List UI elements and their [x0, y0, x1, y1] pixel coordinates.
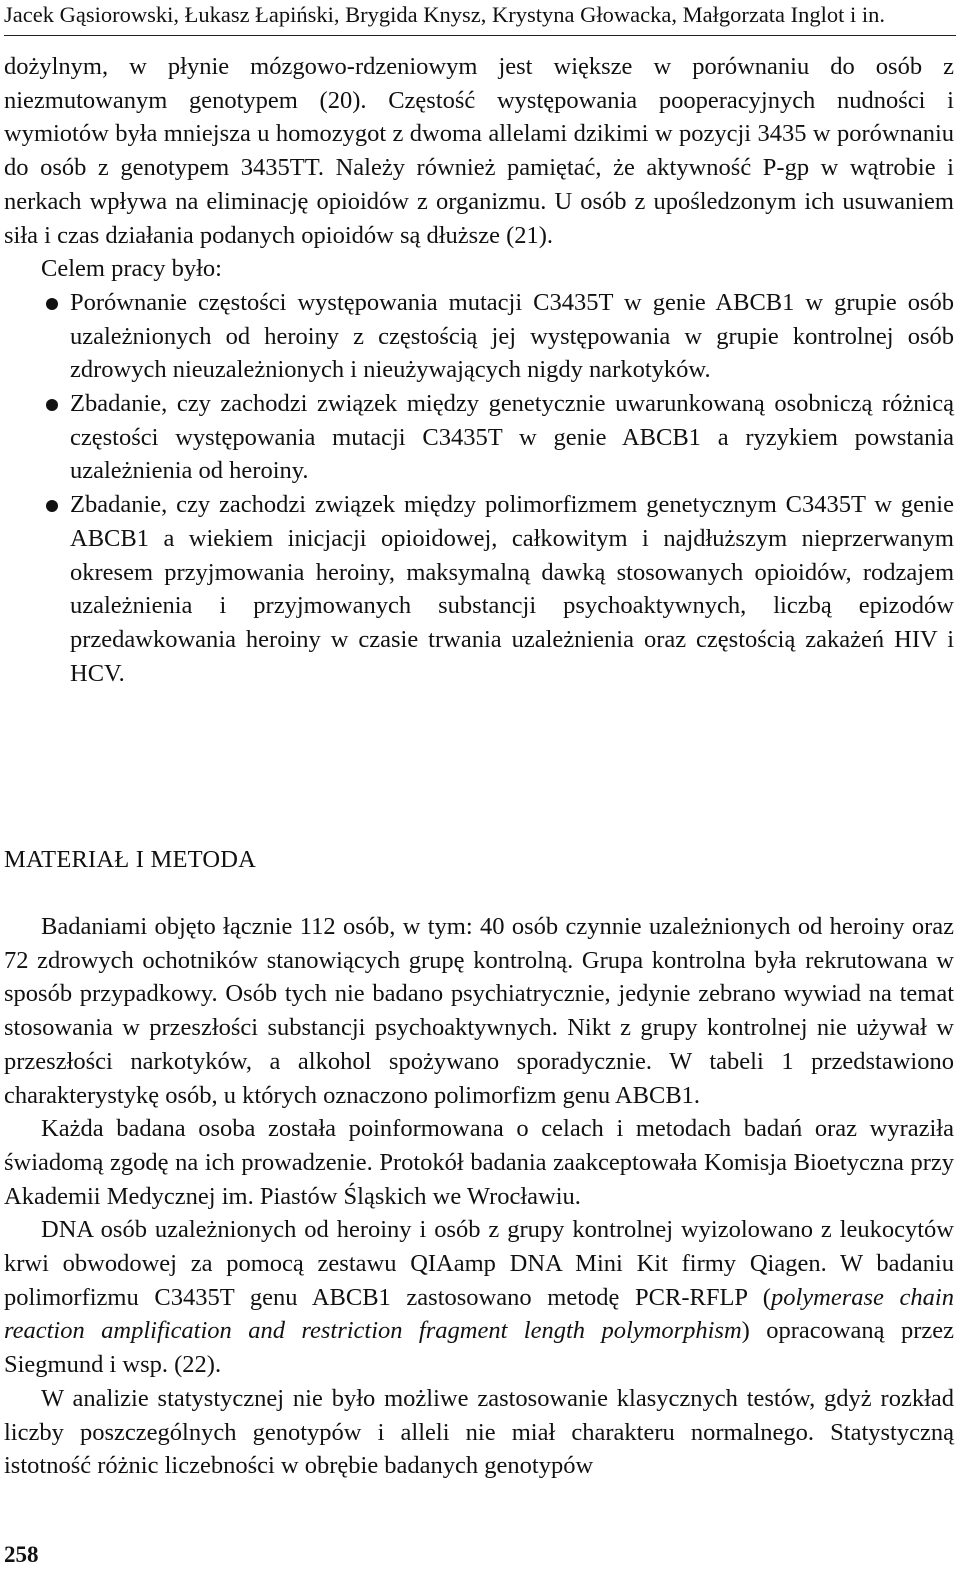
intro-section — [4, 50, 954, 690]
page-number: 258 — [4, 1542, 39, 1567]
header-rule — [4, 35, 956, 36]
bullet-dot-icon — [46, 399, 58, 411]
methods-paragraph-3 — [4, 1213, 954, 1382]
aim-item-2 — [4, 387, 954, 488]
methods-paragraph-1: Badaniami objęto łącznie 112 osób, w tym: 40 osób czynnie uzależnionych od heroiny oraz 72 zdrowych ochotników stanowiących grupę kontrolną. Grupa kontrolna była rekrutowana w sposób przypadkowy. Osób tych nie badano psychiatrycznie, jedynie zebrano wywiad na temat stosowania w przeszłości substancji psychoaktywnych. Nikt z grupy kontrolnej nie używał w przeszłości narkotyków, a alkohol spożywano sporadycznie. W tabeli 1 przedstawiono charakterystykę osób, u których oznaczono polimorfizm genu ABCB1. — [4, 913, 954, 1109]
methods-p3-end: ) opracowaną przez Siegmund i wsp. (22). — [4, 1317, 954, 1379]
methods-p3-start: DNA osób uzależnionych od heroiny i osób z grupy kontrolnej wyizolowano z leukocytów krwi obwodowej za pomocą zestawu QIAamp DNA Mini Kit firmy Qiagen. W badaniu polimorfizmu C3435T genu ABCB1 zastosowano metodę PCR-RFLP ( — [4, 1216, 954, 1311]
section-title: MATERIAŁ I METODA — [4, 846, 257, 873]
aim-item-1 — [4, 286, 954, 387]
aim-text-2: Zbadanie, czy zachodzi związek między genetycznie uwarunkowaną osobniczą różnicą częstości występowania mutacji C3435T w genie ABCB1 a ryzykiem powstania uzależnienia od heroiny. — [70, 390, 954, 485]
bullet-dot-icon — [46, 500, 58, 512]
running-header-authors: Jacek Gąsiorowski, Łukasz Łapiński, Brygida Knysz, Krystyna Głowacka, Małgorzata Inglot i in. — [4, 2, 886, 27]
bullet-dot-icon — [46, 298, 58, 310]
methods-p3-italic-term: polymerase chain reaction amplification and restriction fragment length polymorphism — [4, 1283, 954, 1345]
methods-paragraph-4: W analizie statystycznej nie było możliwe zastosowanie klasycznych testów, gdyż rozkład liczby poszczególnych genotypów i alleli nie miał charakteru normalnego. Statystyczną istotność różnic liczebności w obrębie badanych genotypów — [4, 1384, 954, 1480]
methods-section — [4, 910, 954, 1483]
aim-text-1: Porównanie częstości występowania mutacji C3435T w genie ABCB1 w grupie osób uzależnionych od heroiny z częstością jej występowania w grupie kontrolnej osób zdrowych nieuzależnionych i nieużywających nigdy narkotyków. — [70, 288, 954, 384]
intro-paragraph: dożylnym, w płynie mózgowo-rdzeniowym jest większe w porównaniu do osób z niezmutowanym genotypem (20). Częstość występowania pooperacyjnych nudności i wymiotów była mniejsza u homozygot z dwoma allelami dzikimi w pozycji 3435 w porównaniu do osób z genotypem 3435TT. Należy również pamiętać, że aktywność P-gp w wątrobie i nerkach wpływa na eliminację opioidów z organizmu. U osób z upośledzonym ich usuwaniem siła i czas działania podanych opioidów są dłuższe (21). — [4, 53, 954, 249]
aims-list — [4, 286, 954, 690]
methods-paragraph-2: Każda badana osoba została poinformowana o celach i metodach badań oraz wyraziła świadomą zgodę na ich prowadzenie. Protokół badania zaakceptowała Komisja Bioetyczna przy Akademii Medycznej im. Piastów Śląskich we Wrocławiu. — [4, 1115, 954, 1210]
aim-text-3: Zbadanie, czy zachodzi związek między polimorfizmem genetycznym C3435T w genie ABCB1 a wiekiem inicjacji opioidowej, całkowitym i najdłuższym nieprzerwanym okresem przyjmowania heroiny, maksymalną dawką stosowanych opioidów, rodzajem uzależnienia i przyjmowanych substancji psychoaktywnych, liczbą epizodów przedawkowania heroiny w czasie trwania uzależnienia oraz częstością zakażeń HIV i HCV. — [70, 491, 954, 687]
aims-lead: Celem pracy było: — [41, 255, 222, 283]
aim-item-3 — [4, 488, 954, 690]
